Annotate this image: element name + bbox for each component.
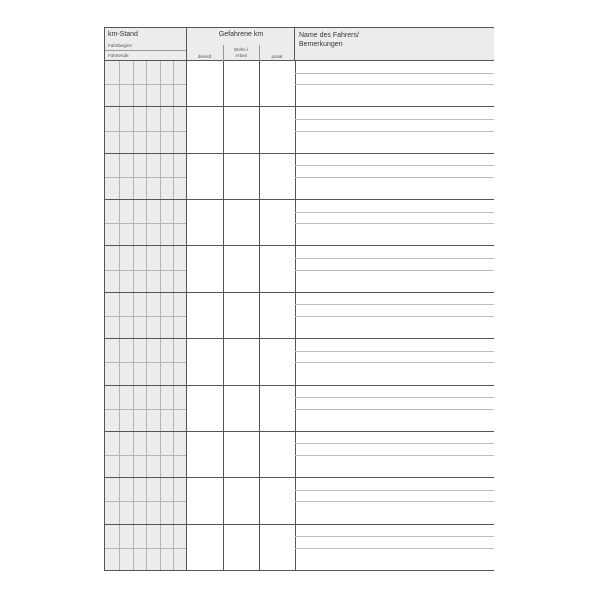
name-writing-line bbox=[295, 258, 494, 259]
km-stand-cell[interactable] bbox=[105, 293, 187, 338]
gefahrene-km-divider bbox=[223, 478, 224, 523]
name-writing-line bbox=[295, 362, 494, 363]
header-fahrtende: Fahrtende bbox=[108, 53, 129, 58]
header-col-wohn-arbeit: Wohn./ Arbeit bbox=[233, 47, 249, 58]
name-writing-line bbox=[295, 212, 494, 213]
gefahrene-km-divider bbox=[259, 107, 260, 152]
gefahrene-km-divider bbox=[259, 246, 260, 291]
gefahrene-km-divider bbox=[223, 432, 224, 477]
log-entry-row[interactable] bbox=[105, 339, 494, 385]
header-fahrtbeginn: Fahrtbeginn bbox=[108, 43, 133, 48]
log-entry-row[interactable] bbox=[105, 293, 494, 339]
name-writing-line bbox=[295, 536, 494, 537]
table-header bbox=[104, 27, 494, 61]
log-entry-row[interactable] bbox=[105, 154, 494, 200]
gefahrene-km-divider bbox=[223, 200, 224, 245]
log-entry-row[interactable] bbox=[105, 478, 494, 524]
name-writing-line bbox=[295, 165, 494, 166]
log-entry-row[interactable] bbox=[105, 246, 494, 292]
gefahrene-km-divider bbox=[259, 200, 260, 245]
name-writing-line bbox=[295, 84, 494, 85]
header-gefahrene-km bbox=[187, 28, 295, 61]
km-stand-cell[interactable] bbox=[105, 107, 187, 152]
header-km-stand-title: km-Stand bbox=[108, 31, 138, 38]
name-writing-line bbox=[295, 443, 494, 444]
gefahrene-km-divider bbox=[223, 293, 224, 338]
gefahrene-km-divider bbox=[259, 525, 260, 570]
log-entry-row[interactable] bbox=[105, 107, 494, 153]
km-stand-cell[interactable] bbox=[105, 61, 187, 106]
header-name-title: Name des Fahrers/ Bemerkungen bbox=[299, 32, 359, 48]
km-stand-cell[interactable] bbox=[105, 432, 187, 477]
km-start-end-divider bbox=[105, 131, 186, 132]
name-writing-line bbox=[295, 501, 494, 502]
gefahrene-km-divider bbox=[259, 432, 260, 477]
name-writing-line bbox=[295, 455, 494, 456]
header-km-stand bbox=[105, 28, 187, 61]
km-stand-cell[interactable] bbox=[105, 339, 187, 384]
name-writing-line bbox=[295, 131, 494, 132]
km-start-end-divider bbox=[105, 409, 186, 410]
log-entry-row[interactable] bbox=[105, 200, 494, 246]
km-stand-cell[interactable] bbox=[105, 525, 187, 570]
header-name-bemerkungen bbox=[295, 28, 494, 61]
name-writing-line bbox=[295, 397, 494, 398]
gefahrene-km-divider bbox=[223, 339, 224, 384]
km-start-end-divider bbox=[105, 316, 186, 317]
name-writing-line bbox=[295, 270, 494, 271]
gefahrene-km-divider bbox=[259, 154, 260, 199]
table-body bbox=[104, 61, 494, 571]
name-writing-line bbox=[295, 351, 494, 352]
header-gefahrene-km-title: Gefahrene km bbox=[218, 31, 264, 38]
name-writing-line bbox=[295, 548, 494, 549]
log-entry-row[interactable] bbox=[105, 432, 494, 478]
gefahrene-km-divider bbox=[223, 525, 224, 570]
gefahrene-km-divider bbox=[259, 478, 260, 523]
km-start-end-divider bbox=[105, 362, 186, 363]
km-start-end-divider bbox=[105, 548, 186, 549]
name-writing-line bbox=[295, 223, 494, 224]
name-writing-line bbox=[295, 490, 494, 491]
km-start-end-divider bbox=[105, 177, 186, 178]
km-start-end-divider bbox=[105, 223, 186, 224]
km-stand-cell[interactable] bbox=[105, 200, 187, 245]
log-entry-row[interactable] bbox=[105, 386, 494, 432]
gefahrene-km-divider bbox=[259, 386, 260, 431]
gefahrene-km-divider bbox=[223, 246, 224, 291]
gefahrene-km-divider bbox=[223, 154, 224, 199]
name-writing-line bbox=[295, 304, 494, 305]
km-start-end-divider bbox=[105, 84, 186, 85]
gefahrene-km-divider bbox=[259, 293, 260, 338]
header-col-privat: privat bbox=[271, 54, 283, 59]
gefahrene-km-divider bbox=[223, 61, 224, 106]
km-stand-cell[interactable] bbox=[105, 246, 187, 291]
name-writing-line bbox=[295, 409, 494, 410]
gefahrene-km-divider bbox=[223, 107, 224, 152]
name-writing-line bbox=[295, 119, 494, 120]
name-writing-line bbox=[295, 73, 494, 74]
km-stand-cell[interactable] bbox=[105, 478, 187, 523]
gefahrene-km-divider bbox=[259, 339, 260, 384]
name-writing-line bbox=[295, 177, 494, 178]
km-start-end-divider bbox=[105, 270, 186, 271]
km-stand-cell[interactable] bbox=[105, 386, 187, 431]
km-start-end-divider bbox=[105, 501, 186, 502]
log-entry-row[interactable] bbox=[105, 525, 494, 571]
gefahrene-km-divider bbox=[259, 61, 260, 106]
logbook-page bbox=[104, 27, 494, 571]
km-start-end-divider bbox=[105, 455, 186, 456]
log-entry-row[interactable] bbox=[105, 61, 494, 107]
km-stand-cell[interactable] bbox=[105, 154, 187, 199]
header-col-dienstlich: dienstl. bbox=[197, 54, 213, 59]
name-writing-line bbox=[295, 316, 494, 317]
gefahrene-km-divider bbox=[223, 386, 224, 431]
header-km-divider bbox=[105, 50, 186, 51]
